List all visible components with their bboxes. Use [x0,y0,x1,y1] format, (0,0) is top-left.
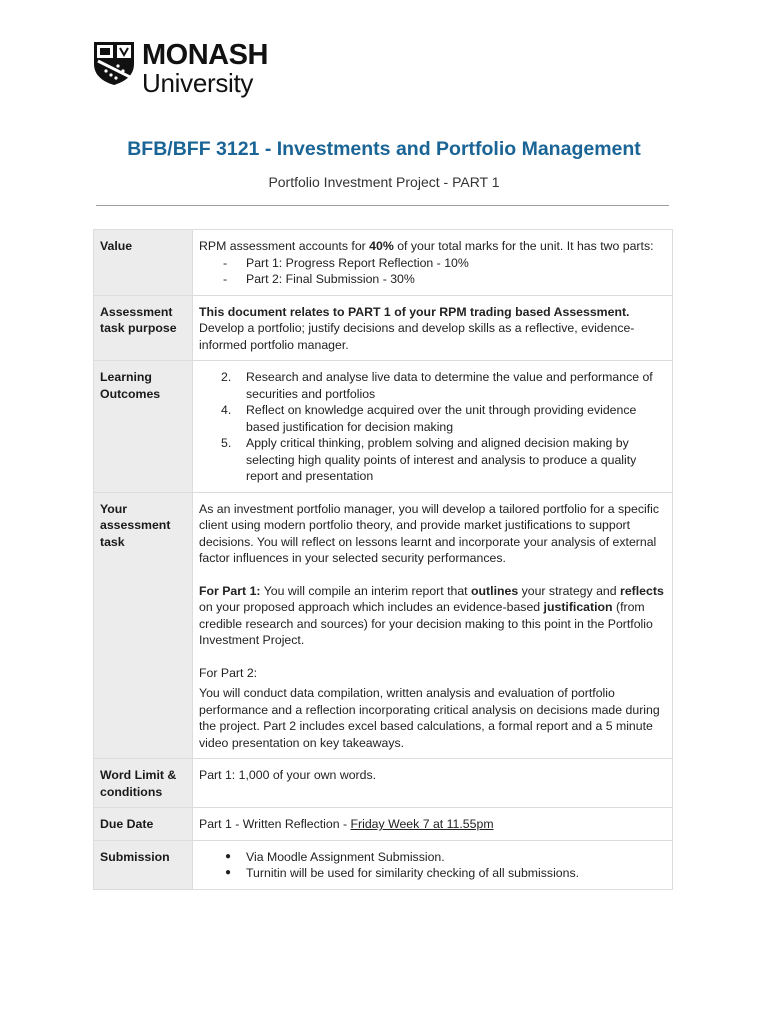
list-item [199,849,666,866]
table-row-submission [94,840,673,889]
list-marker: - [223,255,228,270]
table-row-value [94,230,673,296]
row-content-word-limit: Part 1: 1,000 of your own words. [193,759,673,808]
list-number: 5. [221,436,232,450]
row-label-task: Your assessment task [94,492,193,759]
row-label-due-date: Due Date [94,808,193,841]
part1-bold-outlines: outlines [471,583,519,598]
purpose-text [199,304,666,354]
row-label-word-limit: Word Limit & conditions [94,759,193,808]
part1-lead: For Part 1: [199,583,261,598]
part1-bold-reflects: reflects [620,583,664,598]
table-row-word-limit [94,759,673,808]
outcomes-list [199,369,666,485]
value-intro [199,238,666,255]
purpose-body: Develop a portfolio; justify decisions and develop skills as a reflective, evidence-informed portfolio manager. [199,321,635,352]
part1-text-d: on your proposed approach which includes an evidence-based [199,600,544,614]
list-item-text: Part 2: Final Submission - 30% [246,272,415,286]
value-percent: 40% [369,239,394,253]
task-part2-paragraph: You will conduct data compilation, written analysis and evaluation of portfolio performance and a reflection incorporating critical analysis on decisions made during the project. Part 2 includes excel based calculations, a formal report and a 5 minute video presentation on key takeaways. [199,686,660,750]
divider [96,205,669,206]
table-row-due-date [94,808,673,841]
due-date-text: Part 1 - Written Reflection - [199,817,351,831]
list-number: 2. [221,370,232,384]
list-item-text: Apply critical thinking, problem solving and aligned decision making by selecting high quality points of interest and analysis to produce a quality report and presentation [246,436,637,483]
row-content-outcomes [193,361,673,493]
row-label-purpose: Assessment task purpose [94,295,193,361]
page-title: BFB/BFF 3121 - Investments and Portfolio Management [127,138,641,160]
page-subtitle: Portfolio Investment Project - PART 1 [268,174,500,190]
bullet-icon: ● [225,867,232,878]
bullet-icon: ● [225,850,232,862]
row-content-task [193,492,673,759]
due-date-deadline: Friday Week 7 at 11.55pm [350,817,494,831]
list-item [199,435,666,485]
assessment-info-table [93,229,673,890]
list-item-text: Research and analyse live data to determine the value and performance of securities and portfolios [246,370,653,401]
part1-bold-justification: justification [543,600,613,614]
row-label-value: Value [94,230,193,296]
list-item-text: Via Moodle Assignment Submission. [246,849,445,864]
row-content-value [193,230,673,296]
value-intro-text: RPM assessment accounts for [199,239,370,253]
logo-wordmark-university: University [142,68,254,98]
task-part2-heading: For Part 2: [199,665,258,680]
list-number: 4. [221,403,232,417]
monash-crest-icon [92,40,136,86]
row-content-due-date [193,808,673,841]
monash-logo [92,40,268,96]
table-row-task [94,492,673,759]
list-item [199,271,666,288]
table-row-purpose [94,295,673,361]
list-item [199,255,666,272]
part1-text-c: your strategy and [518,583,621,598]
task-part1-paragraph [199,583,666,649]
list-item-text: Reflect on knowledge acquired over the unit through providing evidence based justification for decision making [246,403,637,434]
list-item-text: Turnitin will be used for similarity checking of all submissions. [246,866,580,880]
purpose-bold: This document relates to PART 1 of your RPM trading based Assessment. [199,304,630,319]
value-parts-list [199,255,666,288]
row-content-purpose [193,295,673,361]
table-row-outcomes [94,361,673,493]
list-marker: - [223,272,228,286]
list-item [199,865,666,882]
row-label-submission: Submission [94,840,193,889]
task-paragraph-1: As an investment portfolio manager, you will develop a tailored portfolio for a specific client using modern portfolio theory, and provide market justifications to support decisions. You will reflect on lessons learnt and incorporate your analysis of external factor influences in your selected security performances. [199,501,660,565]
list-item-text: Part 1: Progress Report Reflection - 10% [246,255,469,270]
part1-text-e: (from credible research and sources) for your decision making to this point in the Portfolio Investment Project. [199,600,653,647]
row-label-outcomes: Learning Outcomes [94,361,193,493]
list-item [199,402,666,435]
row-content-submission [193,840,673,889]
submission-list [199,849,666,882]
value-intro-text-end: of your total marks for the unit. It has two parts: [393,239,654,253]
part1-text-a: You will compile an interim report that [260,583,472,598]
logo-wordmark-monash: MONASH [142,39,268,71]
list-item [199,369,666,402]
